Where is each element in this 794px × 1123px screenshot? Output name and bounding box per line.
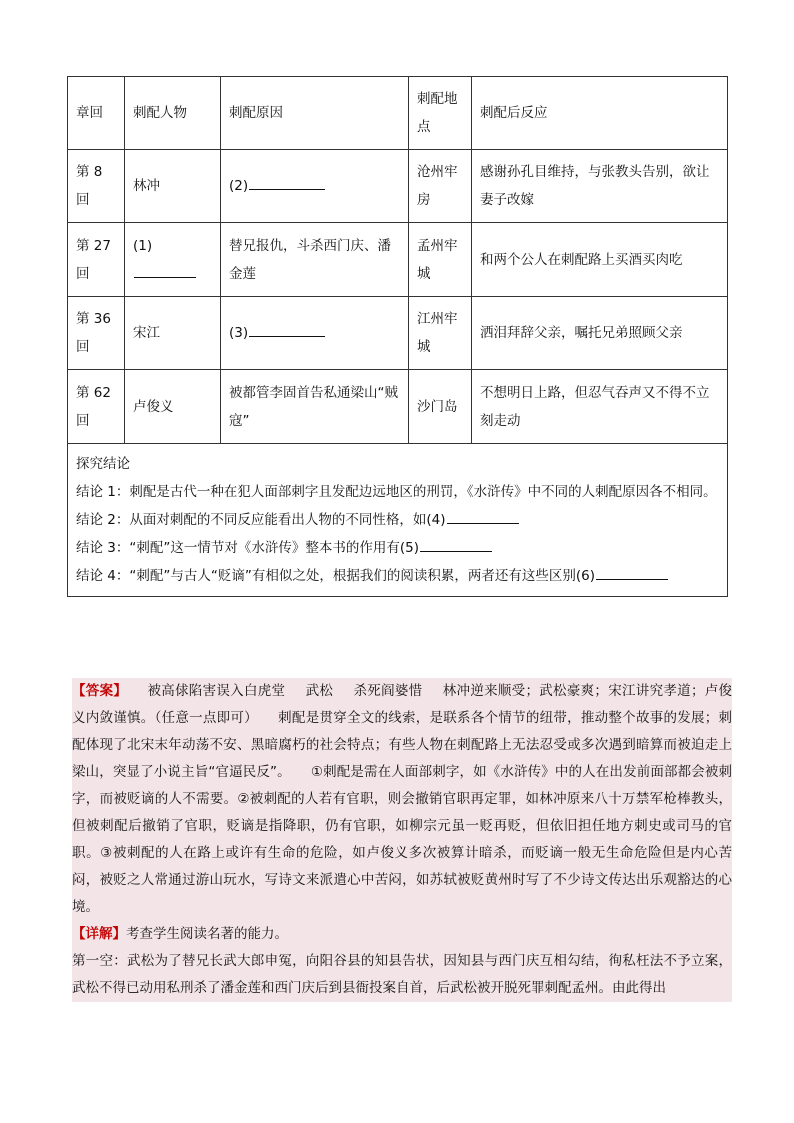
blank1-explanation: 第一空：武松为了替兄长武大郎申冤，向阳谷县的知县告状，因知县与西门庆互相勾结，徇私枉法不予立案，武松不得已动用私刑杀了潘金莲和西门庆后到县衙投案自首，后武松被开脱死罪刺配孟州。由此得出 xyxy=(72,953,732,996)
table-row xyxy=(68,223,728,297)
detail-paragraph xyxy=(72,921,732,948)
answer-blank-6[interactable] xyxy=(596,565,668,580)
answer-blank-1[interactable] xyxy=(134,263,196,278)
table-header-row xyxy=(68,77,728,150)
header-reason: 刺配原因 xyxy=(221,77,409,150)
chapter-cell: 第 8 回 xyxy=(68,150,125,223)
person-cell: 宋江 xyxy=(125,297,221,370)
conclusion-row xyxy=(68,444,728,597)
blank-number: (1) xyxy=(133,237,153,254)
answer-blank-5[interactable] xyxy=(420,537,492,552)
reaction-cell: 感谢孙孔目维持，与张教头告别，欲让妻子改嫁 xyxy=(472,150,728,223)
blank-number: (2) xyxy=(229,178,249,194)
detail-text: 考查学生阅读名著的能力。 xyxy=(126,926,288,942)
answer-label: 【答案】 xyxy=(72,683,128,699)
reason-cell xyxy=(221,297,409,370)
research-table xyxy=(67,76,728,597)
conclusion-1: 结论 1：刺配是古代一种在犯人面部刺字且发配边远地区的刑罚，《水浒传》中不同的人刺配原因各不相同。 xyxy=(76,484,717,500)
header-person: 刺配人物 xyxy=(125,77,221,150)
answer-paragraph xyxy=(72,678,732,921)
chapter-cell: 第 27 回 xyxy=(68,223,125,297)
conclusion-title: 探究结论 xyxy=(76,456,130,472)
answer-blank-2[interactable] xyxy=(249,175,325,190)
reason-cell xyxy=(221,150,409,223)
table-row xyxy=(68,370,728,444)
conclusion-3: 结论 3：“刺配”这一情节对《水浒传》整本书的作用有(5) xyxy=(76,534,719,562)
person-cell: 林冲 xyxy=(125,150,221,223)
answer-blank-4[interactable] xyxy=(447,509,519,524)
place-cell: 沙门岛 xyxy=(409,370,472,444)
place-cell: 孟州牢城 xyxy=(409,223,472,297)
answer-1: 被高俅陷害误入白虎堂 xyxy=(147,683,286,699)
header-chapter: 章回 xyxy=(68,77,125,150)
answer-5: 刺配是贯穿全文的线索，是联系各个情节的纽带，推动整个故事的发展；刺配体现了北宋末年动荡不安、黑暗腐朽的社会特点；有些人物在刺配路上无法忍受或多次遇到暗算而被迫走上梁山，突显了小说主旨“官逼民反”。 xyxy=(72,710,733,780)
reaction-cell: 洒泪拜辞父亲，嘱托兄弟照顾父亲 xyxy=(472,297,728,370)
table-row xyxy=(68,297,728,370)
header-reaction: 刺配后反应 xyxy=(472,77,728,150)
conclusion-4: 结论 4：“刺配”与古人“贬谪”有相似之处，根据我们的阅读积累，两者还有这些区别(6) xyxy=(76,562,719,590)
header-place: 刺配地点 xyxy=(409,77,472,150)
chapter-cell: 第 36 回 xyxy=(68,297,125,370)
answer-blank-3[interactable] xyxy=(249,322,325,337)
answer-2: 武松 xyxy=(305,683,334,699)
detail-label: 【详解】 xyxy=(72,926,126,942)
blank-number: (3) xyxy=(229,325,249,341)
reaction-cell: 不想明日上路，但忍气吞声又不得不立刻走动 xyxy=(472,370,728,444)
reason-cell: 替兄报仇，斗杀西门庆、潘金莲 xyxy=(221,223,409,297)
place-cell: 沧州牢房 xyxy=(409,150,472,223)
person-cell xyxy=(125,223,221,297)
reason-cell: 被都管李固首告私通梁山“贼寇” xyxy=(221,370,409,444)
answer-section xyxy=(72,678,732,1002)
conclusion-2: 结论 2：从面对刺配的不同反应能看出人物的不同性格，如(4) xyxy=(76,506,719,534)
answer-6: ①刺配是需在人面部刺字，如《水浒传》中的人在出发前面部都会被刺字，而被贬谪的人不需要。②被刺配的人若有官职，则会撤销官职再定罪，如林冲原来八十万禁军枪棒教头，但被刺配后撤销了官职，贬谪是指降职，仍有官职，如柳宗元虽一贬再贬，但依旧担任地方刺史或司马的官职。③被刺配的人在路上或许有生命的危险，如卢俊义多次被算计暗杀，而贬谪一般无生命危险但是内心苦闷，被贬之人常通过游山玩水，写诗文来派遣心中苦闷，如苏轼被贬黄州时写了不少诗文传达出乐观豁达的心境。 xyxy=(72,764,732,915)
table-row xyxy=(68,150,728,223)
conclusion-cell xyxy=(68,444,728,597)
reaction-cell: 和两个公人在刺配路上买酒买肉吃 xyxy=(472,223,728,297)
place-cell: 江州牢城 xyxy=(409,297,472,370)
person-cell: 卢俊义 xyxy=(125,370,221,444)
answer-3: 杀死阎婆惜 xyxy=(353,683,423,699)
answer-4: 林冲逆来顺受；武松豪爽；宋江讲究孝道；卢俊义内敛谨慎。（任意一点即可） xyxy=(72,683,733,726)
chapter-cell: 第 62 回 xyxy=(68,370,125,444)
